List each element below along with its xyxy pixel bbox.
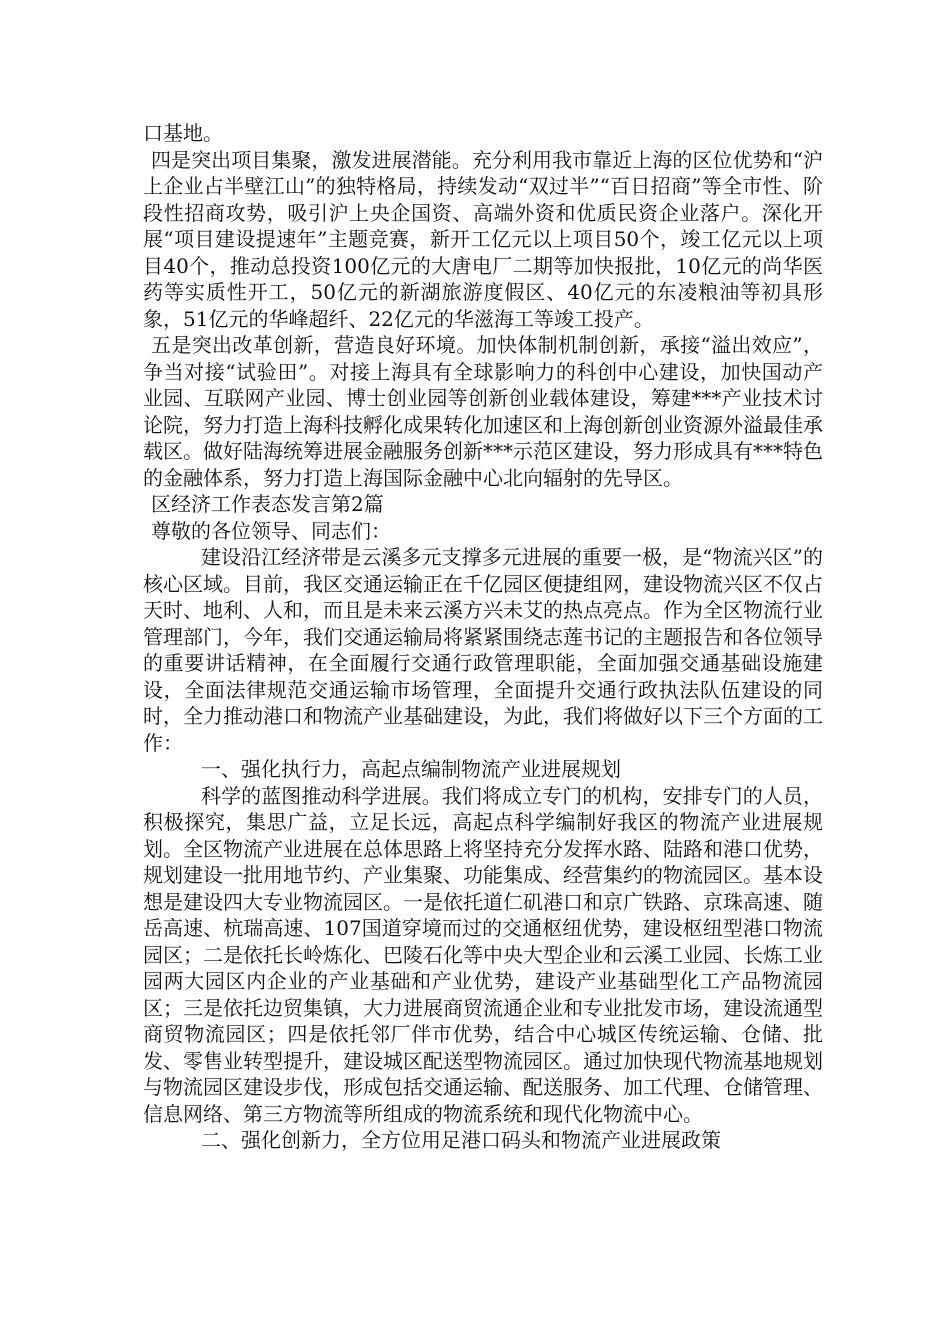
document-body (143, 120, 823, 1154)
paragraph-intro: 建设沿江经济带是云溪多元支撑多元进展的重要一极，是“物流兴区”的核心区域。目前，我区交通运输正在千亿园区便捷组网，建设物流兴区不仅占天时、地利、人和，而且是未来云溪方兴未艾的热点亮点。作为全区物流行业管理部门，今年，我们交通运输局将紧紧围绕志莲书记的主题报告和各位领导的重要讲话精神，在全面履行交通行政管理职能，全面加强交通基础设施建设，全面法律规范交通运输市场管理，全面提升交通行政执法队伍建设的同时，全力推动港口和物流产业基础建设，为此，我们将做好以下三个方面的工作： (143, 545, 823, 755)
paragraph-planning: 科学的蓝图推动科学进展。我们将成立专门的机构，安排专门的人员，积极探究，集思广益，立足长远，高起点科学编制好我区的物流产业进展规划。全区物流产业进展在总体思路上将坚持充分发挥水路、陆路和港口优势，规划建设一批用地节约、产业集聚、功能集成、经营集约的物流园区。基本设想是建设四大专业物流园区。一是依托道仁矶港口和京广铁路、京珠高速、随岳高速、杭瑞高速、107国道穿境而过的交通枢纽优势，建设枢纽型港口物流园区；二是依托长岭炼化、巴陵石化等中央大型企业和云溪工业园、长炼工业园两大园区内企业的产业基础和产业优势，建设产业基础型化工产品物流园区；三是依托边贸集镇，大力进展商贸流通企业和专业批发市场，建设流通型商贸物流园区；四是依托邻厂伴市优势，结合中心城区传统运输、仓储、批发、零售业转型提升，建设城区配送型物流园区。通过加快现代物流基地规划与物流园区建设步伐，形成包括交通运输、配送服务、加工代理、仓储管理、信息网络、第三方物流等所组成的物流系统和现代化物流中心。 (143, 783, 823, 1126)
section-title: 区经济工作表态发言第2篇 (151, 492, 384, 516)
heading-one: 一、强化执行力，高起点编制物流产业进展规划 (201, 757, 621, 781)
heading-two: 二、强化创新力，全方位用足港口码头和物流产业进展政策 (201, 1128, 721, 1152)
paragraph-project-agglomeration: 四是突出项目集聚，激发进展潜能。充分利用我市靠近上海的区位优势和“沪上企业占半壁江山”的独特格局，持续发动“双过半”“百日招商”等全市性、阶段性招商攻势，吸引沪上央企国资、高端外资和优质民资企业落户。深化开展“项目建设提速年”主题竞赛，新开工亿元以上项目50个，竣工亿元以上项目40个，推动总投资100亿元的大唐电厂二期等加快报批，10亿元的尚华医药等实质性开工，50亿元的新湖旅游度假区、40亿元的东凌粮油等初具形象，51亿元的华峰超纤、22亿元的华滋海工等竣工投产。 (143, 147, 823, 331)
salutation: 尊敬的各位领导、同志们： (151, 518, 391, 543)
paragraph-continuation: 口基地。 (143, 121, 223, 145)
paragraph-reform-innovation: 五是突出改革创新，营造良好环境。加快体制机制创新，承接“溢出效应”，争当对接“试验田”。对接上海具有全球影响力的科创中心建设，加快国动产业园、互联网产业园、博士创业园等创新创业载体建设，筹建***产业技术讨论院，努力打造上海科技孵化成果转化加速区和上海创新创业资源外溢最佳承载区。做好陆海统筹进展金融服务创新***示范区建设，努力形成具有***特色的金融体系，努力打造上海国际金融中心北向辐射的先导区。 (143, 333, 823, 490)
